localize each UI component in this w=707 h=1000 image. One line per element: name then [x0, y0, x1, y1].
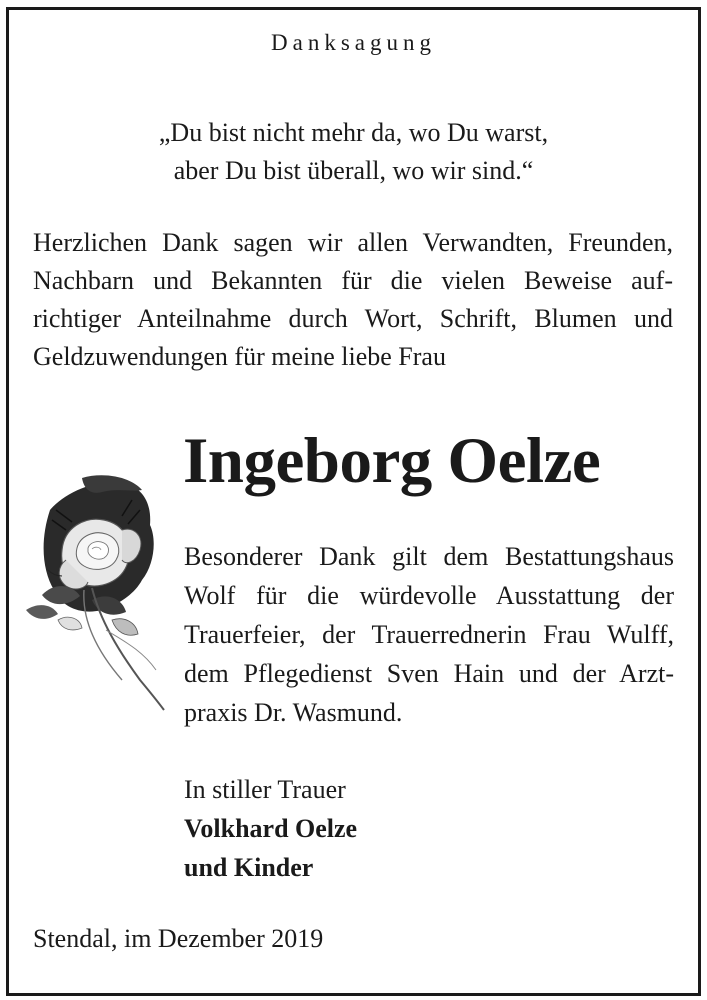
quote-line-2: aber Du bist überall, wo wir sind.“ [173, 156, 534, 185]
thanks-line: Geldzuwendungen für meine liebe Frau [33, 342, 446, 371]
deceased-name: Ingeborg Oelze [183, 425, 601, 497]
thanks-paragraph [33, 224, 673, 376]
rose-icon [22, 470, 172, 715]
special-thanks-line: Besonderer Dank gilt dem Bestattungshaus [184, 542, 674, 571]
thanks-line: richtiger Anteilnahme durch Wort, Schrift, Blumen und [33, 304, 673, 333]
special-thanks-line: dem Pflegedienst Sven Hain und der Arzt- [184, 659, 674, 688]
special-thanks-paragraph [184, 537, 674, 732]
thanks-line: Nachbarn und Bekannten für die vielen Beweise auf- [33, 266, 673, 295]
signature-name: Volkhard Oelze [184, 814, 358, 843]
place-date: Stendal, im Dezember 2019 [33, 924, 324, 953]
special-thanks-line: praxis Dr. Wasmund. [184, 698, 403, 727]
signature-intro: In stiller Trauer [184, 775, 346, 804]
quote-line-1: „Du bist nicht mehr da, wo Du warst, [158, 118, 549, 147]
thanks-line: Herzlichen Dank sagen wir allen Verwandten, Freunden, [33, 228, 673, 257]
signature-family: und Kinder [184, 853, 314, 882]
special-thanks-line: Trauerfeier, der Trauerrednerin Frau Wulff, [184, 620, 674, 649]
notice-heading: Danksagung [271, 30, 436, 55]
memorial-quote [0, 114, 707, 190]
signature-block [184, 770, 357, 887]
special-thanks-line: Wolf für die würdevolle Ausstattung der [184, 581, 674, 610]
